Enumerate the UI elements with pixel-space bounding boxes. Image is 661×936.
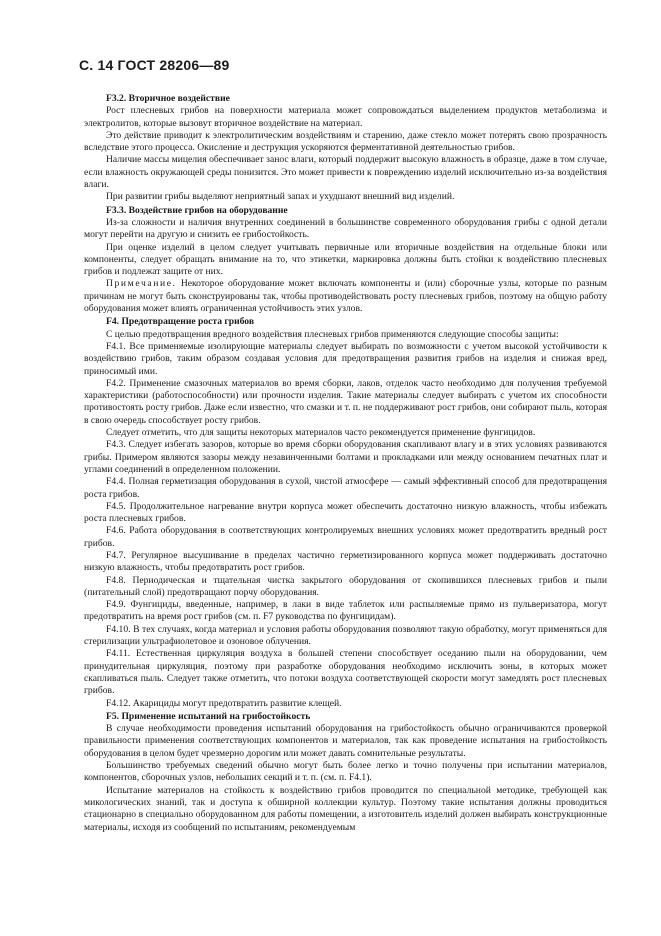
paragraph: Испытание материалов на стойкость к воздействию грибов проводится по специальной методике, требующей как микологических знаний, так и доступа к обширной коллекции культур. Поэтому такие испытания должны проводиться стационарно в специально оборудованном для работы помещении, а изготовитель изделий должен выбирать конструкционные материалы, исходя из сообщений по испытаниям, рекомендуемым — [84, 784, 607, 833]
paragraph: F4.11. Естественная циркуляция воздуха в большей степени способствует оседанию пыли на оборудовании, чем принудительная циркуляция, поэтому при разработке оборудования необходимо исключить зоны, в которых может скапливаться пыль. Следует также отметить, что потоки воздуха соответствующей скорости могут замедлять рост плесневых грибов. — [84, 648, 607, 697]
paragraph: Это действие приводит к электролитическим воздействиям и старению, даже стекло может потерять свою прозрачность вследствие этого процесса. Окисление и деструкция ускоряются ферментативной деятельностью грибов. — [84, 129, 607, 154]
section-heading-f3-2: F3.2. Вторичное воздействие — [106, 93, 230, 104]
paragraph: При развитии грибы выделяют неприятный запах и ухудшают внешний вид изделий. — [106, 191, 455, 203]
paragraph: F4.5. Продолжительное нагревание внутри корпуса может обеспечить достаточно низкую влажность, чтобы избежать роста плесневых грибов. — [84, 500, 607, 525]
section-heading-f4: F4. Предотвращение роста грибов — [106, 316, 255, 328]
paragraph: F4.9. Фунгициды, введенные, например, в лаки в виде таблеток или распыляемые прямо из пульверизатора, могут предотвратить на время рост грибов (см. п. F7 руководства по фунгицидам). — [84, 599, 607, 623]
paragraph: F4.8. Периодическая и тщательная чистка закрытого оборудования от скопившихся плесневых грибов и пыли (питательный слой) предотвращают порчу оборудования. — [84, 574, 607, 598]
paragraph: Рост плесневых грибов на поверхности материала может сопровождаться выделением продуктов метаболизма и электролитов, которые вызовут вторичное воздействие на материал. — [84, 105, 607, 129]
document-body — [84, 92, 607, 834]
paragraph: F4.6. Работа оборудования в соответствующих контролируемых внешних условиях может предотвратить вредный рост грибов. — [84, 525, 607, 549]
paragraph: F4.3. Следует избегать зазоров, которые во время сборки оборудования скапливают влагу и в этих условиях развиваются грибы. Примером являются зазоры между незавинченными болтами и прокладками или между основанием печатных плат и углами соединений в определенном положении. — [84, 439, 607, 475]
paragraph: F4.2. Применение смазочных материалов во время сборки, лаков, отделок часто необходимо для получения требуемой характеристики (работоспособности) или прочности изделия. Такие материалы следует выбирать с учетом их способности противостоять росту грибов. Даже если известно, что смазки и т. п. не поддерживают рост грибов, они собирают пыль, которая в свою очередь способствует росту грибов. — [84, 377, 607, 426]
note-text: Некоторое оборудование может включать компоненты и (или) сборочные узлы, которые по разным причинам не могут быть сконструированы так, чтобы противодействовать росту плесневых грибов, поэтому на общую работу оборудования может влиять ограниченная устойчивость этих узлов. — [84, 278, 607, 315]
paragraph: Большинство требуемых сведений обычно могут быть более легко и точно получены при испытании материалов, компонентов, сборочных узлов, небольших секций и т. п. (см. п. F4.1). — [84, 760, 607, 784]
section-heading-f3-3: F3.3. Воздействие грибов на оборудование — [106, 204, 288, 216]
paragraph: Из-за сложности и наличия внутренних соединений в большинстве современного оборудования грибы с одной детали могут перейти на другую и снизить ее грибостойкость. — [84, 216, 607, 241]
paragraph: F4.7. Регулярное высушивание в пределах частично герметизированного корпуса может поддерживать достаточно низкую влажность, чтобы предотвратить рост грибов. — [84, 549, 607, 574]
paragraph: F4.1. Все применяемые изолирующие материалы следует выбирать по возможности с учетом высокой устойчивости к воздействию грибов, таким образом создавая условия для предотвращения развития грибов на изделия и снижая вред, приносимый ими. — [84, 340, 607, 377]
note-paragraph — [84, 278, 607, 315]
paragraph: F4.4. Полная герметизация оборудования в сухой, чистой атмосфере — самый эффективный способ для предотвращения роста грибов. — [84, 476, 607, 500]
paragraph: Следует отметить, что для защиты некоторых материалов часто рекомендуется применение фунгицидов. — [106, 427, 536, 439]
paragraph: F4.12. Акарициды могут предотвратить развитие клещей. — [106, 697, 342, 709]
paragraph: С целью предотвращения вредного воздействия плесневых грибов применяются следующие способы защиты: — [106, 328, 559, 340]
paragraph: В случае необходимости проведения испытаний оборудования на грибостойкость обычно ограничиваются проверкой правильности применения соответствующих компонентов и материалов, так как проведение испытания на грибостойкость оборудования в целом будет чрезмерно дорогим или может давать сомнительные результаты. — [84, 723, 607, 759]
paragraph: F4.10. В тех случаях, когда материал и условия работы оборудования позволяют такую обработку, могут применяться для стерилизации ультрафиолетовое и озоновое облучения. — [84, 623, 607, 648]
section-heading-f5: F5. Применение испытаний на грибостойкость — [106, 710, 311, 722]
page-header: С. 14 ГОСТ 28206—89 — [79, 57, 230, 73]
paragraph: Наличие массы мицелия обеспечивает занос влаги, который поддержит высокую влажность в образце, даже в том случае, если влажность окружающей среды понизится. Это может привести к повреждению изделий исключительно из-за воздействия влаги. — [84, 154, 607, 191]
paragraph: При оценке изделий в целом следует учитывать первичные или вторичные воздействия на отдельные блоки или компоненты, следует обращать внимание на то, что этикетки, маркировка должны быть стойки к воздействию плесневых грибов и подлежат защите от них. — [84, 241, 607, 278]
note-label: Примечание. — [106, 278, 177, 290]
